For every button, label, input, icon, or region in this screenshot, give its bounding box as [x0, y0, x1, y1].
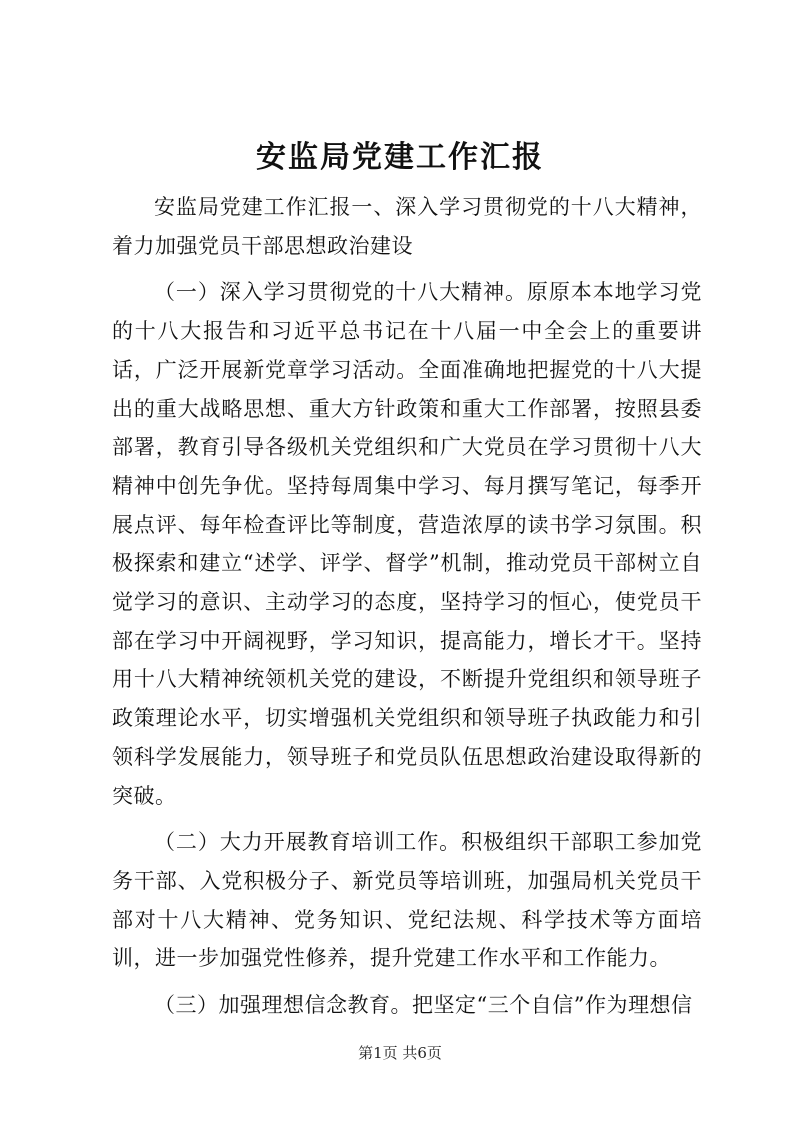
paragraph-intro: 安监局党建工作汇报一、深入学习贯彻党的十八大精神，着力加强党员干部思想政治建设	[112, 195, 702, 258]
document-title: 安监局党建工作汇报	[256, 140, 544, 175]
paragraph-section-2: （二）大力开展教育培训工作。积极组织干部职工参加党务干部、入党积极分子、新党员等培训班，加强局机关党员干部对十八大精神、党务知识、党纪法规、科学技术等方面培训，进一步加强党性修养，提升党建工作水平和工作能力。	[112, 830, 702, 971]
paragraph-section-1: （一）深入学习贯彻党的十八大精神。原原本本地学习党的十八大报告和习近平总书记在十八届一中全会上的重要讲话，广泛开展新党章学习活动。全面准确地把握党的十八大提出的重大战略思想、重大方针政策和重大工作部署，按照县委部署，教育引导各级机关党组织和广大党员在学习贯彻十八大精神中创先争优。坚持每周集中学习、每月撰写笔记，每季开展点评、每年检查评比等制度，营造浓厚的读书学习氛围。积极探索和建立“述学、评学、督学”机制，推动党员干部树立自觉学习的意识、主动学习的态度，坚持学习的恒心，使党员干部在学习中开阔视野，学习知识，提高能力，增长才干。坚持用十八大精神统领机关党的建设，不断提升党组织和领导班子政策理论水平，切实增强机关党组织和领导班子执政能力和引领科学发展能力，领导班子和党员队伍思想政治建设取得新的突破。	[112, 280, 702, 808]
document-body	[112, 188, 702, 1025]
paragraph-section-3: （三）加强理想信念教育。把坚定“三个自信”作为理想信	[154, 993, 693, 1018]
page-footer: 第1页 共6页	[358, 1044, 442, 1062]
